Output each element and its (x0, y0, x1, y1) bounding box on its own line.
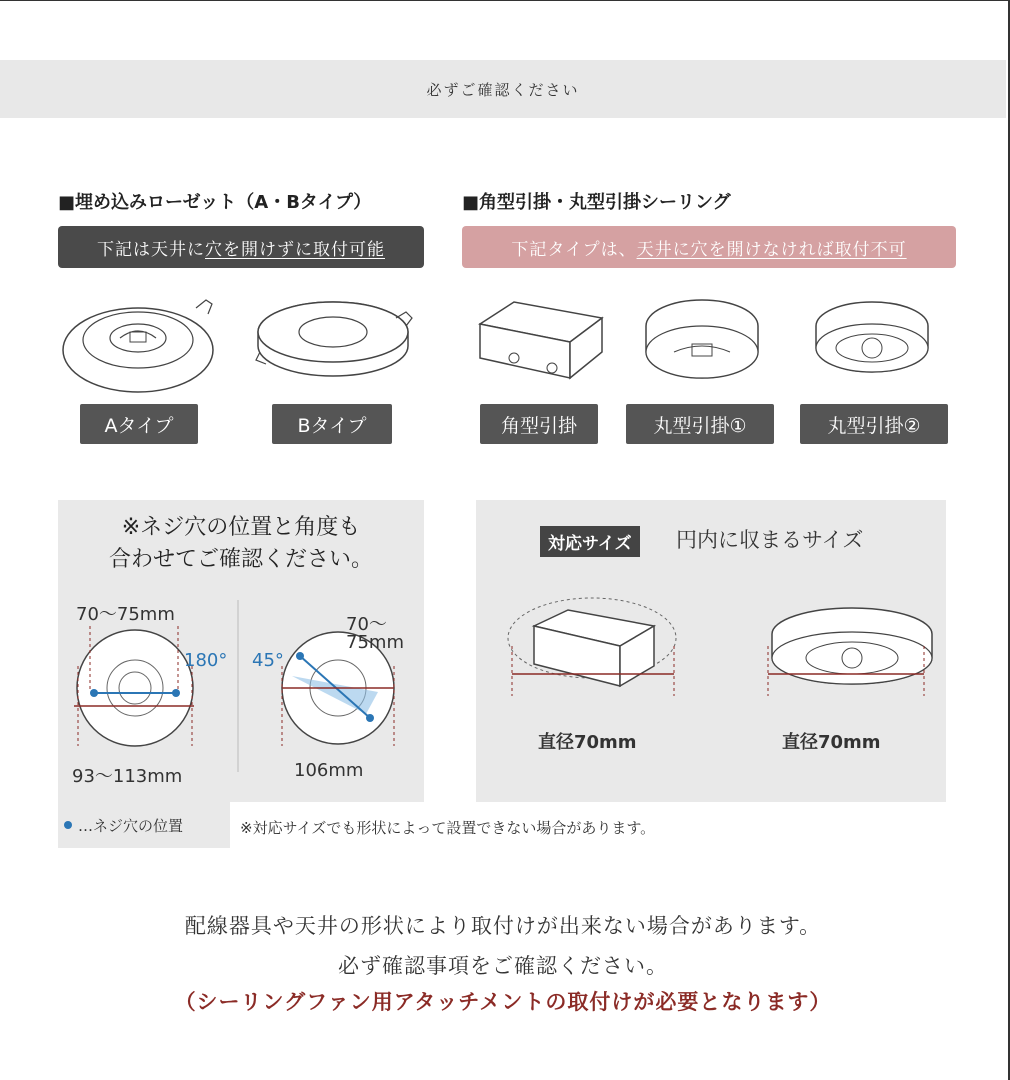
left-bottom-measure: 93～113mm (72, 766, 183, 787)
blue-dot-icon (64, 821, 72, 829)
supported-size-diagram (504, 586, 934, 726)
legend-text: …ネジ穴の位置 (78, 816, 184, 835)
left-top-measure: 70～75mm (76, 604, 175, 625)
right-pill-prefix: 下記タイプは、 (511, 239, 637, 260)
left-section-pill (58, 226, 424, 268)
left-pill-underlined: 穴を開けずに取付可能 (205, 239, 385, 260)
round-ceiling-2-illustration (810, 290, 935, 390)
left-pill-prefix: 下記は天井に (97, 239, 205, 260)
type-b-rosette-illustration (246, 290, 421, 380)
round-ceiling-1-label: 丸型引掛① (626, 404, 774, 444)
left-section-title: ■埋め込みローゼット（A・Bタイプ） (58, 192, 372, 213)
screw-note (58, 512, 424, 576)
size-footnote: ※対応サイズでも形状によって設置できない場合があります。 (240, 819, 656, 837)
screw-legend (58, 802, 230, 848)
page-banner (0, 60, 1006, 118)
closing-line-3: （シーリングファン用アタッチメントの取付けが必要となります） (174, 990, 832, 1014)
square-ceiling-illustration (474, 296, 609, 388)
right-bottom-measure: 106mm (294, 760, 364, 781)
type-a-label: Aタイプ (80, 404, 198, 444)
square-ceiling-label: 角型引掛 (480, 404, 598, 444)
round-ceiling-2-label: 丸型引掛② (800, 404, 948, 444)
closing-line-1: 配線器具や天井の形状により取付けが出来ない場合があります。 (184, 914, 822, 938)
supported-size-text: 円内に収まるサイズ (676, 528, 864, 552)
square-diameter-label: 直径70mm (538, 732, 637, 753)
right-section-pill (462, 226, 956, 268)
supported-size-tag: 対応サイズ (540, 526, 640, 557)
right-top-measure-line1: 70～ (346, 614, 387, 635)
banner-title: 必ずご確認ください (426, 80, 580, 99)
left-angle: 180° (184, 650, 228, 671)
right-section-title: ■角型引掛・丸型引掛シーリング (462, 192, 731, 213)
closing-line-2: 必ず確認事項をご確認ください。 (338, 954, 668, 978)
type-b-label: Bタイプ (272, 404, 392, 444)
right-top-measure-line2: 75mm (346, 632, 404, 653)
round-ceiling-1-illustration (640, 290, 765, 390)
right-angle: 45° (252, 650, 284, 671)
round-diameter-label: 直径70mm (782, 732, 881, 753)
screw-note-line1: ※ネジ穴の位置と角度も (121, 515, 361, 540)
right-pill-underlined: 天井に穴を開けなければ取付不可 (636, 239, 907, 260)
screw-note-line2: 合わせてご確認ください。 (108, 547, 373, 572)
type-a-rosette-illustration (58, 290, 223, 400)
